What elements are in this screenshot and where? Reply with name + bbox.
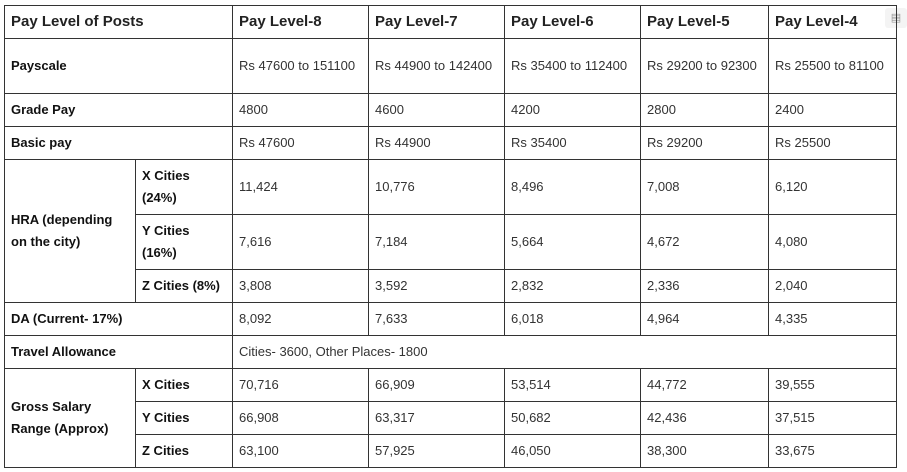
gross-value: 63,317 (369, 402, 505, 435)
gross-value: 50,682 (505, 402, 641, 435)
da-value: 6,018 (505, 303, 641, 336)
header-pay-level-4: Pay Level-4 (769, 6, 897, 39)
basic-pay-value: Rs 44900 (369, 127, 505, 160)
travel-allowance-row (5, 336, 897, 369)
gross-value: 57,925 (369, 435, 505, 468)
gross-z-row (5, 435, 897, 468)
grade-pay-value: 2400 (769, 94, 897, 127)
header-pay-level-5: Pay Level-5 (641, 6, 769, 39)
hra-value: 7,184 (369, 215, 505, 270)
da-value: 8,092 (233, 303, 369, 336)
hra-value: 3,808 (233, 270, 369, 303)
gross-value: 38,300 (641, 435, 769, 468)
hra-value: 2,040 (769, 270, 897, 303)
gross-value: 37,515 (769, 402, 897, 435)
travel-allowance-value: Cities- 3600, Other Places- 1800 (233, 336, 897, 369)
gross-value: 33,675 (769, 435, 897, 468)
da-value: 7,633 (369, 303, 505, 336)
gross-value: 46,050 (505, 435, 641, 468)
hra-value: 5,664 (505, 215, 641, 270)
gross-value: 63,100 (233, 435, 369, 468)
scroll-hint-icon[interactable]: ▤ (885, 8, 907, 28)
grade-pay-value: 4200 (505, 94, 641, 127)
hra-value: 4,080 (769, 215, 897, 270)
hra-label: HRA (depending on the city) (5, 160, 136, 303)
header-pay-level-7: Pay Level-7 (369, 6, 505, 39)
hra-value: 4,672 (641, 215, 769, 270)
basic-pay-label: Basic pay (5, 127, 233, 160)
gross-value: 70,716 (233, 369, 369, 402)
header-pay-level-6: Pay Level-6 (505, 6, 641, 39)
da-row (5, 303, 897, 336)
basic-pay-value: Rs 35400 (505, 127, 641, 160)
payscale-value: Rs 25500 to 81100 (769, 39, 897, 94)
payscale-row (5, 39, 897, 94)
gross-x-row (5, 369, 897, 402)
gross-value: 53,514 (505, 369, 641, 402)
payscale-value: Rs 29200 to 92300 (641, 39, 769, 94)
gross-city-label: Z Cities (136, 435, 233, 468)
hra-city-label: Z Cities (8%) (136, 270, 233, 303)
header-pay-level-of-posts: Pay Level of Posts (5, 6, 233, 39)
da-value: 4,964 (641, 303, 769, 336)
gross-y-row (5, 402, 897, 435)
basic-pay-value: Rs 29200 (641, 127, 769, 160)
grade-pay-value: 4800 (233, 94, 369, 127)
hra-value: 11,424 (233, 160, 369, 215)
hra-value: 2,832 (505, 270, 641, 303)
payscale-label: Payscale (5, 39, 233, 94)
hra-value: 2,336 (641, 270, 769, 303)
grade-pay-label: Grade Pay (5, 94, 233, 127)
da-value: 4,335 (769, 303, 897, 336)
hra-city-label: X Cities (24%) (136, 160, 233, 215)
travel-allowance-label: Travel Allowance (5, 336, 233, 369)
gross-salary-label: Gross Salary Range (Approx) (5, 369, 136, 468)
payscale-value: Rs 35400 to 112400 (505, 39, 641, 94)
hra-value: 7,616 (233, 215, 369, 270)
payscale-value: Rs 44900 to 142400 (369, 39, 505, 94)
grade-pay-row (5, 94, 897, 127)
gross-value: 39,555 (769, 369, 897, 402)
hra-z-row (5, 270, 897, 303)
pay-level-table (4, 5, 897, 468)
hra-value: 7,008 (641, 160, 769, 215)
gross-city-label: Y Cities (136, 402, 233, 435)
gross-value: 66,908 (233, 402, 369, 435)
hra-value: 8,496 (505, 160, 641, 215)
grade-pay-value: 2800 (641, 94, 769, 127)
basic-pay-row (5, 127, 897, 160)
gross-value: 44,772 (641, 369, 769, 402)
hra-y-row (5, 215, 897, 270)
gross-value: 42,436 (641, 402, 769, 435)
basic-pay-value: Rs 25500 (769, 127, 897, 160)
basic-pay-value: Rs 47600 (233, 127, 369, 160)
header-pay-level-8: Pay Level-8 (233, 6, 369, 39)
grade-pay-value: 4600 (369, 94, 505, 127)
hra-value: 10,776 (369, 160, 505, 215)
payscale-value: Rs 47600 to 151100 (233, 39, 369, 94)
gross-value: 66,909 (369, 369, 505, 402)
header-row (5, 6, 897, 39)
hra-value: 3,592 (369, 270, 505, 303)
hra-x-row (5, 160, 897, 215)
hra-value: 6,120 (769, 160, 897, 215)
gross-city-label: X Cities (136, 369, 233, 402)
hra-city-label: Y Cities (16%) (136, 215, 233, 270)
da-label: DA (Current- 17%) (5, 303, 233, 336)
